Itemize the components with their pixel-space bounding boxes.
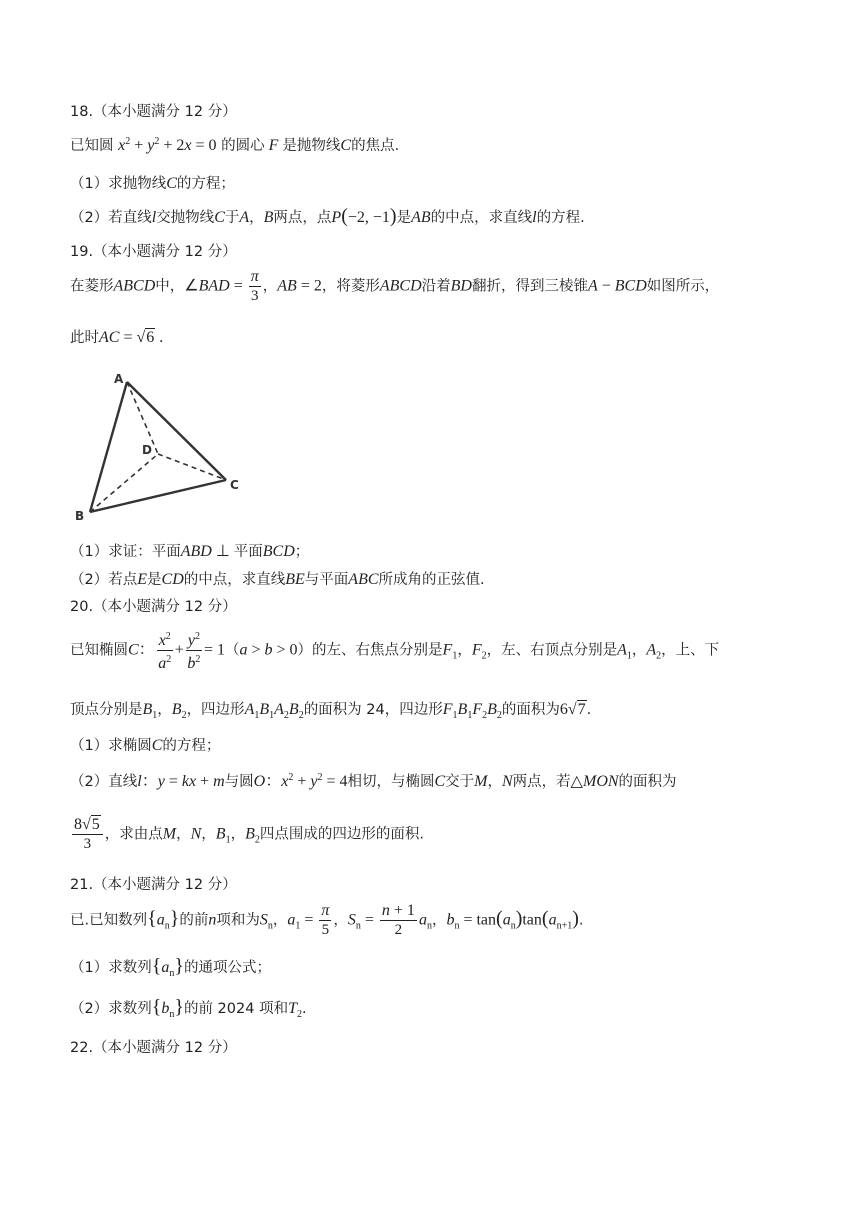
q21-stem: 已.已知数列$\{a_n\}$的前n项和为$S_n$，$a_1$ = $\frac{\pi}{5}$ ，$S_n$ = $\frac{n + 1}{2}$ $a_n$，$b_n = \tan(a_n)\tan(a_{n+1})$.	[70, 902, 584, 938]
q19-part1: （1）求证：平面ABD ⊥ 平面BCD；	[70, 543, 310, 560]
q20-part2: （2）直线l：y = kx + m与圆O：$x^2 + y^2 = 4$相切，与椭圆C交于M，N两点，若△MON的面积为	[70, 772, 677, 790]
q19-part2: （2）若点E是CD的中点，求直线BE与平面ABC所成角的正弦值.	[70, 571, 485, 588]
edge-ab	[90, 382, 127, 512]
q18-stem: 已知圆 $x^2 + y^2 + 2x = 0$ 的圆心 F 是抛物线C的焦点.	[70, 136, 400, 154]
edge-bc	[90, 480, 226, 512]
q22-header: 22.（本小题满分 12 分）	[70, 1040, 237, 1056]
q21-header: 21.（本小题满分 12 分）	[70, 877, 237, 893]
q21-part1: （1）求数列$\{a_n\}$的通项公式；	[70, 955, 271, 979]
q20-part2-cont: $\frac{8√5}{3}$ ，求由点M，N，$B_1$，$B_2$四点围成的四边形的面积.	[74, 816, 424, 852]
q18-part1: （1）求抛物线C的方程；	[70, 175, 235, 192]
q20-header: 20.（本小题满分 12 分）	[70, 599, 237, 615]
q19-header: 19.（本小题满分 12 分）	[70, 244, 237, 260]
q20-stem: 已知椭圆C： $\frac{x^2}{a^2}$ + $\frac{y^2}{b^2}$ = 1（a > b > 0）的左、右焦点分别是$F_1$，$F_2$，左、右顶点分别是$A_1$，$A_2$，上、下	[70, 628, 719, 673]
q18-part2: （2）若直线l交抛物线C于A，B两点，点P(−2, −1)是AB的中点，求直线l的方程.	[70, 205, 585, 227]
edge-ac	[127, 382, 226, 480]
label-b: B	[75, 509, 85, 522]
edge-cd	[158, 454, 226, 480]
label-c: C	[230, 478, 239, 492]
q18-header: 18.（本小题满分 12 分）	[70, 104, 237, 120]
label-d: D	[142, 443, 152, 457]
q21-part2: （2）求数列$\{b_n\}$的前 2024 项和$T_2$.	[70, 996, 307, 1020]
label-a: A	[114, 372, 124, 386]
tetrahedron-figure	[70, 366, 250, 522]
q20-stem-2: 顶点分别是$B_1$，$B_2$，四边形$A_1B_1A_2B_2$的面积为 24，四边形$F_1B_1F_2B_2$的面积为6√7.	[70, 701, 592, 721]
q19-stem-2: 此时AC = √6 .	[70, 329, 164, 346]
q19-stem: 在菱形ABCD中，∠BAD = $\frac{\pi}{3}$ ，AB = 2，将菱形ABCD沿着BD翻折，得到三棱锥A − BCD如图所示，	[70, 268, 720, 304]
q20-part1: （1）求椭圆C的方程；	[70, 737, 221, 754]
